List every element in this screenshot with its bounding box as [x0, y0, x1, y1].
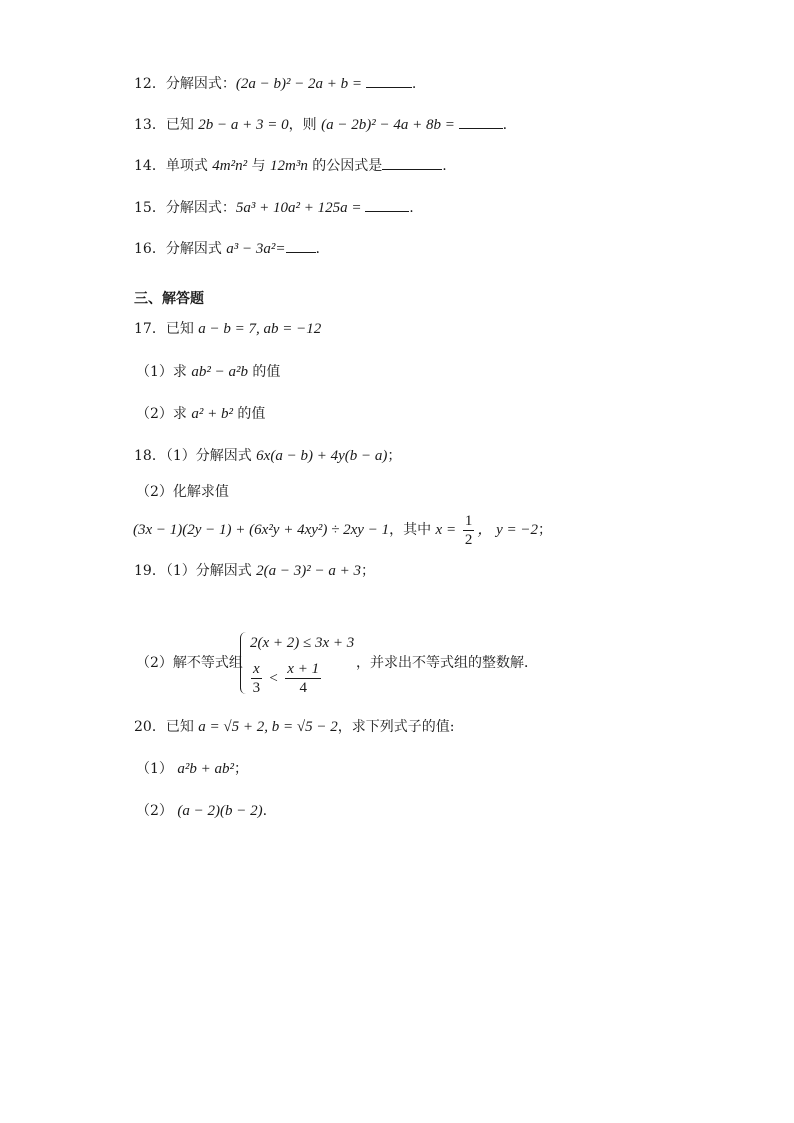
- question-14: [134, 155, 447, 176]
- q19-p2-suffix: ，并求出不等式组的整数解．: [356, 655, 538, 671]
- q18-prefix: 18．（1）分解因式: [134, 448, 257, 464]
- q14-mid: 与: [247, 158, 270, 174]
- q19-prefix: 19．（1）分解因式: [134, 563, 257, 579]
- q13-prefix: 13．已知: [134, 117, 199, 133]
- q20-p1-expression: a²b + ab²: [177, 761, 234, 777]
- q20-condition: a = √5 + 2, b = √5 − 2: [198, 719, 338, 735]
- q20-prefix: 20．已知: [134, 719, 199, 735]
- q19-p1-end: ；: [361, 563, 376, 579]
- q14-term-2: 12m³n: [270, 158, 308, 174]
- q18-x-lhs: x =: [435, 522, 460, 538]
- question-20-part-2: [136, 801, 267, 821]
- q14-term-1: 4m²n²: [212, 158, 248, 174]
- q12-prefix: 12．分解因式：: [134, 76, 236, 92]
- question-17-part-2: [136, 404, 265, 424]
- q19-ineq2-lhs-num: x: [253, 661, 260, 677]
- q16-prefix: 16．分解因式: [134, 241, 227, 257]
- q18-p2-expression: (3x − 1)(2y − 1) + (6x²y + 4xy²) ÷ 2xy − 1: [133, 522, 390, 538]
- question-18: [134, 446, 401, 466]
- q17-p1-suffix: 的值: [247, 364, 281, 380]
- q13-expression: (a − 2b)² − 4a + 8b =: [321, 117, 459, 133]
- q19-ineq2-op: <: [264, 670, 283, 687]
- q13-condition: 2b − a + 3 = 0: [198, 117, 289, 133]
- q14-end: .: [442, 158, 447, 174]
- q18-p2-mid: ，其中: [389, 522, 436, 538]
- question-12: [134, 73, 416, 94]
- q19-ineq2-lhs-fraction: [251, 660, 262, 697]
- q20-p1-label: （1）: [136, 761, 178, 777]
- question-13: [134, 114, 507, 135]
- q17-p2-label: （2）求: [136, 406, 192, 422]
- q18-x-fraction: [463, 512, 475, 549]
- question-19: [134, 561, 375, 581]
- q19-p2-label: （2）解不等式组: [136, 655, 243, 671]
- q17-p1-expression: ab² − a²b: [191, 364, 248, 380]
- q18-p2-end: ；: [537, 522, 552, 538]
- q18-x-denominator: 2: [464, 531, 473, 548]
- q12-answer-blank[interactable]: [366, 73, 412, 88]
- q20-suffix: ，求下列式子的值:: [337, 719, 455, 735]
- q18-y-part: ， y = −2: [477, 522, 538, 538]
- q17-p2-expression: a² + b²: [191, 406, 233, 422]
- question-18-part-2: [133, 510, 552, 550]
- q17-condition: a − b = 7, ab = −12: [198, 321, 322, 337]
- q19-ineq2-rhs-den: 4: [299, 680, 307, 696]
- q19-inequality-1: 2(x + 2) ≤ 3x + 3: [250, 635, 355, 651]
- q15-end: .: [409, 200, 414, 216]
- q15-expression: 5a³ + 10a² + 125a =: [235, 200, 366, 216]
- q19-ineq2-rhs-fraction: [285, 660, 321, 697]
- q13-end: .: [502, 117, 508, 133]
- q12-expression: (2a − b)² − 2a + b =: [235, 76, 366, 92]
- question-17-part-1: [136, 362, 280, 382]
- q20-p1-end: ；: [233, 761, 248, 777]
- q19-p1-expression: 2(a − 3)² − a + 3: [256, 563, 362, 579]
- question-20: [134, 717, 454, 737]
- question-15: [134, 197, 414, 218]
- q13-answer-blank[interactable]: [459, 114, 503, 129]
- q17-prefix: 17．已知: [134, 321, 199, 337]
- q15-prefix: 15．分解因式：: [134, 200, 236, 216]
- q20-p2-end: .: [262, 803, 268, 819]
- q14-answer-blank[interactable]: [382, 155, 442, 170]
- q20-p2-label: （2）: [136, 803, 178, 819]
- q18-x-numerator: 1: [464, 512, 473, 529]
- question-18-part-2-label: （2）化解求值: [136, 484, 229, 500]
- q14-prefix: 14．单项式: [134, 158, 213, 174]
- q18-p1-end: ；: [387, 448, 402, 464]
- q18-p1-expression: 6x(a − b) + 4y(b − a): [256, 448, 388, 464]
- q17-p1-label: （1）求: [136, 364, 192, 380]
- q16-answer-blank[interactable]: [286, 238, 316, 253]
- section-3-heading: 三、解答题: [134, 291, 204, 307]
- question-16: [134, 238, 320, 259]
- q17-p2-suffix: 的值: [232, 406, 266, 422]
- question-20-part-1: [136, 759, 248, 779]
- q16-expression: a³ − 3a²=: [226, 241, 286, 257]
- q19-ineq2-rhs-num: x + 1: [287, 661, 320, 677]
- question-17: [134, 319, 321, 339]
- q19-inequality-2: [248, 660, 324, 697]
- q14-suffix: 的公因式是: [307, 158, 383, 174]
- q13-mid: ，则: [288, 117, 322, 133]
- q15-answer-blank[interactable]: [365, 197, 409, 212]
- q20-p2-expression: (a − 2)(b − 2): [177, 803, 263, 819]
- q12-end: .: [411, 76, 417, 92]
- q19-ineq2-lhs-den: 3: [252, 680, 261, 696]
- q16-end: .: [315, 241, 320, 257]
